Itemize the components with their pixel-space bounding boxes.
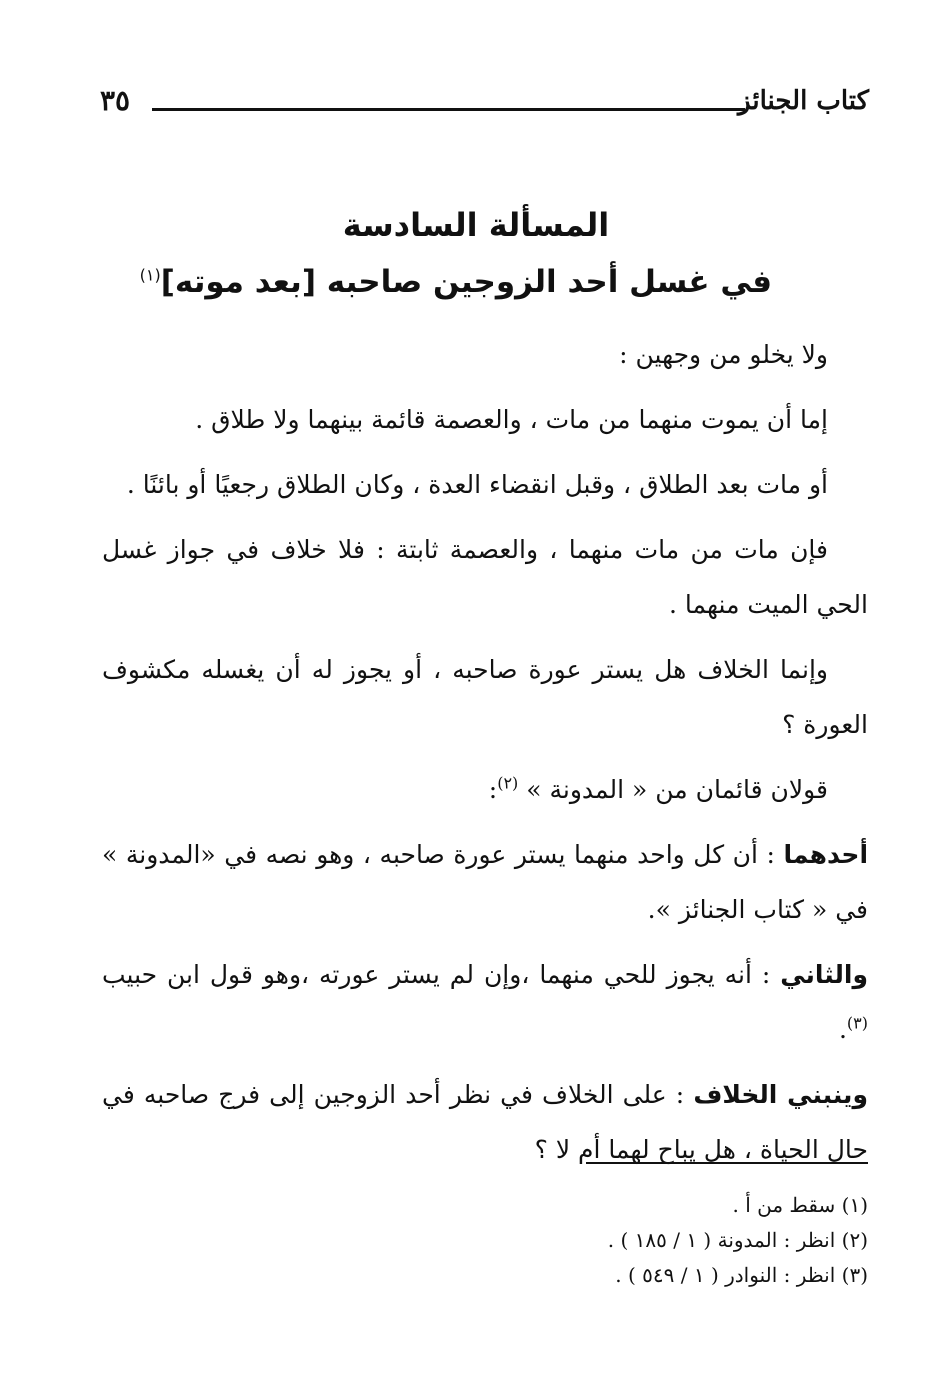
section-subtitle	[140, 264, 772, 300]
paragraph-3: أو مات بعد الطلاق ، وقبل انقضاء العدة ، وكان الطلاق رجعيًا أو بائنًا .	[126, 470, 828, 499]
section-title: المسألة السادسة	[342, 206, 610, 244]
paragraph-8-lead: والثاني	[780, 960, 868, 989]
paragraph-6-text: قولان قائمان من « المدونة »	[526, 775, 828, 804]
paragraph-6-end: :	[488, 775, 498, 804]
paragraph-7	[102, 827, 868, 937]
paragraph-1: ولا يخلو من وجهين :	[619, 340, 828, 369]
paragraph-2: إما أن يموت منهما من مات ، والعصمة قائمة بينهما ولا طلاق .	[195, 405, 828, 434]
paragraph-5: وإنما الخلاف هل يستر عورة صاحبه ، أو يجوز له أن يغسله مكشوف العورة ؟	[102, 655, 868, 739]
paragraph-6	[102, 762, 868, 817]
paragraph-9	[102, 1067, 868, 1177]
paragraph-8-end: .	[838, 1015, 847, 1044]
footnote-1: (١) سقط من أ .	[732, 1193, 868, 1217]
paragraph-4: فإن مات من مات منهما ، والعصمة ثابتة : فلا خلاف في جواز غسل الحي الميت منهما .	[102, 535, 868, 619]
footnote-ref-1: (١)	[139, 265, 161, 285]
footnote-rule	[586, 1162, 868, 1164]
page-number: ٣٥	[100, 84, 131, 117]
paragraph-9-lead: وينبني الخلاف	[693, 1080, 868, 1109]
footnote-ref-2: (٢)	[497, 773, 519, 793]
section-subtitle-text: في غسل أحد الزوجين صاحبه [بعد موته]	[160, 264, 772, 300]
paragraph-7-text: : أن كل واحد منهما يستر عورة صاحبه ، وهو نصه في «المدونة » في « كتاب الجنائز ».	[102, 840, 868, 924]
header-rule	[152, 108, 745, 111]
running-title: كتاب الجنائز	[738, 86, 869, 116]
footnote-2: (٢) انظر : المدونة ( ١ / ١٨٥ ) .	[607, 1228, 868, 1252]
body-text	[102, 327, 868, 1187]
running-header	[100, 86, 869, 126]
footnotes	[168, 1188, 868, 1293]
footnote-ref-3: (٣)	[846, 1013, 868, 1033]
footnote-3: (٣) انظر : النوادر ( ١ / ٥٤٩ ) .	[615, 1263, 868, 1287]
paragraph-7-lead: أحدهما	[783, 840, 869, 869]
paragraph-9-text: : على الخلاف في نظر أحد الزوجين إلى فرج صاحبه في حال الحياة ، هل يباح لهما أم لا ؟	[102, 1080, 868, 1164]
paragraph-8-text: : أنه يجوز للحي منهما ،وإن لم يستر عورته ،وهو قول ابن حبيب	[102, 960, 771, 989]
paragraph-8	[102, 947, 868, 1057]
